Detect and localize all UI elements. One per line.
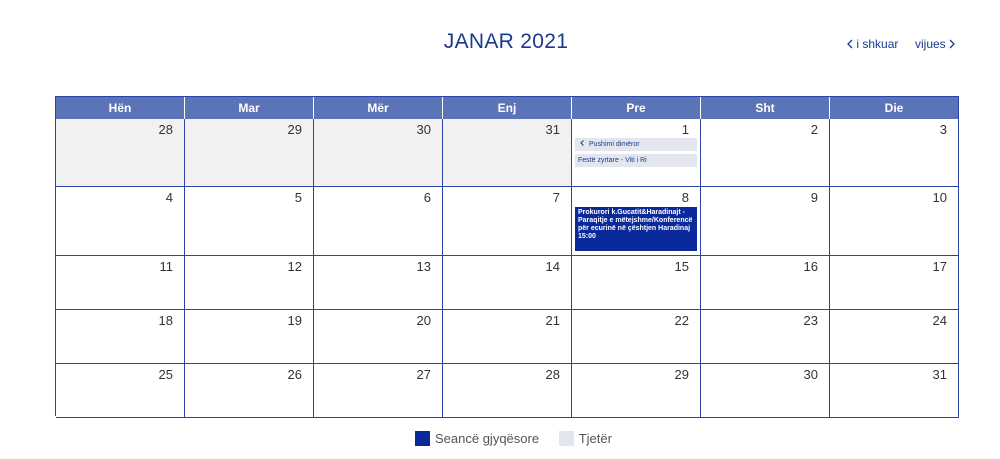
day-cell[interactable] (443, 119, 572, 187)
day-number: 24 (932, 313, 947, 328)
event-court-hearing[interactable]: Prokurori k.Gucatit&Haradinajt - Paraqitje e mëtejshme/Konferencë për ecurinë në çështjen Haradinaj 15:00 (575, 207, 697, 251)
event-winter-break[interactable] (575, 138, 697, 151)
day-number: 30 (416, 122, 431, 137)
day-number: 10 (932, 190, 947, 205)
day-number: 29 (287, 122, 302, 137)
day-cell[interactable] (314, 187, 443, 256)
day-cell[interactable] (185, 310, 314, 364)
weekday-thu: Enj (443, 97, 572, 119)
day-number: 28 (158, 122, 173, 137)
day-number: 1 (681, 122, 689, 137)
day-number: 21 (545, 313, 560, 328)
day-cell[interactable] (572, 256, 701, 310)
day-number: 13 (416, 259, 431, 274)
month-title: JANAR 2021 (443, 30, 569, 53)
chevron-left-icon (580, 138, 584, 151)
event-label: Festë zyrtare - Viti i Ri (578, 157, 647, 164)
day-number: 26 (287, 367, 302, 382)
day-cell[interactable] (701, 364, 830, 418)
event-new-year-holiday[interactable] (575, 154, 697, 167)
weekday-fri: Pre (572, 97, 701, 119)
next-month-label: vijues (915, 37, 946, 51)
day-number: 5 (294, 190, 302, 205)
day-number: 4 (165, 190, 173, 205)
chevron-left-icon (846, 37, 853, 51)
day-cell[interactable] (56, 187, 185, 256)
day-number: 31 (932, 367, 947, 382)
day-number: 29 (674, 367, 689, 382)
day-cell[interactable] (185, 119, 314, 187)
prev-month-label: i shkuar (856, 37, 899, 51)
day-number: 16 (803, 259, 818, 274)
day-cell[interactable] (830, 310, 959, 364)
week-row (56, 256, 959, 310)
week-row (56, 187, 959, 256)
day-number: 7 (552, 190, 560, 205)
day-number: 18 (158, 313, 173, 328)
day-number: 23 (803, 313, 818, 328)
day-number: 25 (158, 367, 173, 382)
day-number: 19 (287, 313, 302, 328)
day-cell[interactable] (701, 310, 830, 364)
day-cell[interactable] (572, 187, 701, 256)
day-cell[interactable] (572, 119, 701, 187)
day-number: 20 (416, 313, 431, 328)
prev-month-link[interactable] (846, 37, 898, 51)
day-cell[interactable] (701, 187, 830, 256)
week-row (56, 310, 959, 364)
chevron-right-icon (949, 37, 956, 51)
day-number: 12 (287, 259, 302, 274)
day-number: 3 (939, 122, 947, 137)
day-number: 31 (545, 122, 560, 137)
legend (415, 431, 612, 446)
day-cell[interactable] (830, 364, 959, 418)
day-cell[interactable] (443, 187, 572, 256)
day-cell[interactable] (830, 119, 959, 187)
day-cell[interactable] (185, 256, 314, 310)
day-cell[interactable] (314, 119, 443, 187)
day-cell[interactable] (572, 310, 701, 364)
day-cell[interactable] (443, 256, 572, 310)
next-month-link[interactable] (915, 37, 956, 51)
day-cell[interactable] (314, 256, 443, 310)
day-number: 30 (803, 367, 818, 382)
weekday-tue: Mar (185, 97, 314, 119)
week-row (56, 119, 959, 187)
legend-other-label: Tjetër (578, 431, 612, 446)
day-number: 14 (545, 259, 560, 274)
week-row (56, 364, 959, 418)
day-number: 17 (932, 259, 947, 274)
day-cell[interactable] (830, 187, 959, 256)
day-cell[interactable] (701, 256, 830, 310)
day-cell[interactable] (314, 310, 443, 364)
weekday-mon: Hën (56, 97, 185, 119)
day-number: 6 (423, 190, 431, 205)
day-cell[interactable] (56, 119, 185, 187)
legend-swatch-court (415, 431, 430, 446)
day-cell[interactable] (443, 364, 572, 418)
day-cell[interactable] (56, 310, 185, 364)
legend-court-label: Seancë gjyqësore (435, 431, 540, 446)
day-cell[interactable] (572, 364, 701, 418)
legend-swatch-other (559, 431, 574, 446)
day-number: 15 (674, 259, 689, 274)
day-number: 22 (674, 313, 689, 328)
weekday-sat: Sht (701, 97, 830, 119)
day-number: 27 (416, 367, 431, 382)
day-cell[interactable] (56, 364, 185, 418)
day-cell[interactable] (830, 256, 959, 310)
day-cell[interactable] (443, 310, 572, 364)
day-number: 9 (810, 190, 818, 205)
weekday-sun: Die (830, 97, 959, 119)
day-cell[interactable] (56, 256, 185, 310)
day-cell[interactable] (701, 119, 830, 187)
day-cell[interactable] (185, 187, 314, 256)
day-cell[interactable] (185, 364, 314, 418)
day-number: 8 (681, 190, 689, 205)
weekday-wed: Mër (314, 97, 443, 119)
day-cell[interactable] (314, 364, 443, 418)
event-label: Pushimi dimëror (589, 141, 640, 148)
day-number: 2 (810, 122, 818, 137)
weekday-header (56, 97, 959, 119)
calendar-grid (55, 96, 959, 416)
day-number: 11 (159, 259, 173, 274)
day-number: 28 (545, 367, 560, 382)
